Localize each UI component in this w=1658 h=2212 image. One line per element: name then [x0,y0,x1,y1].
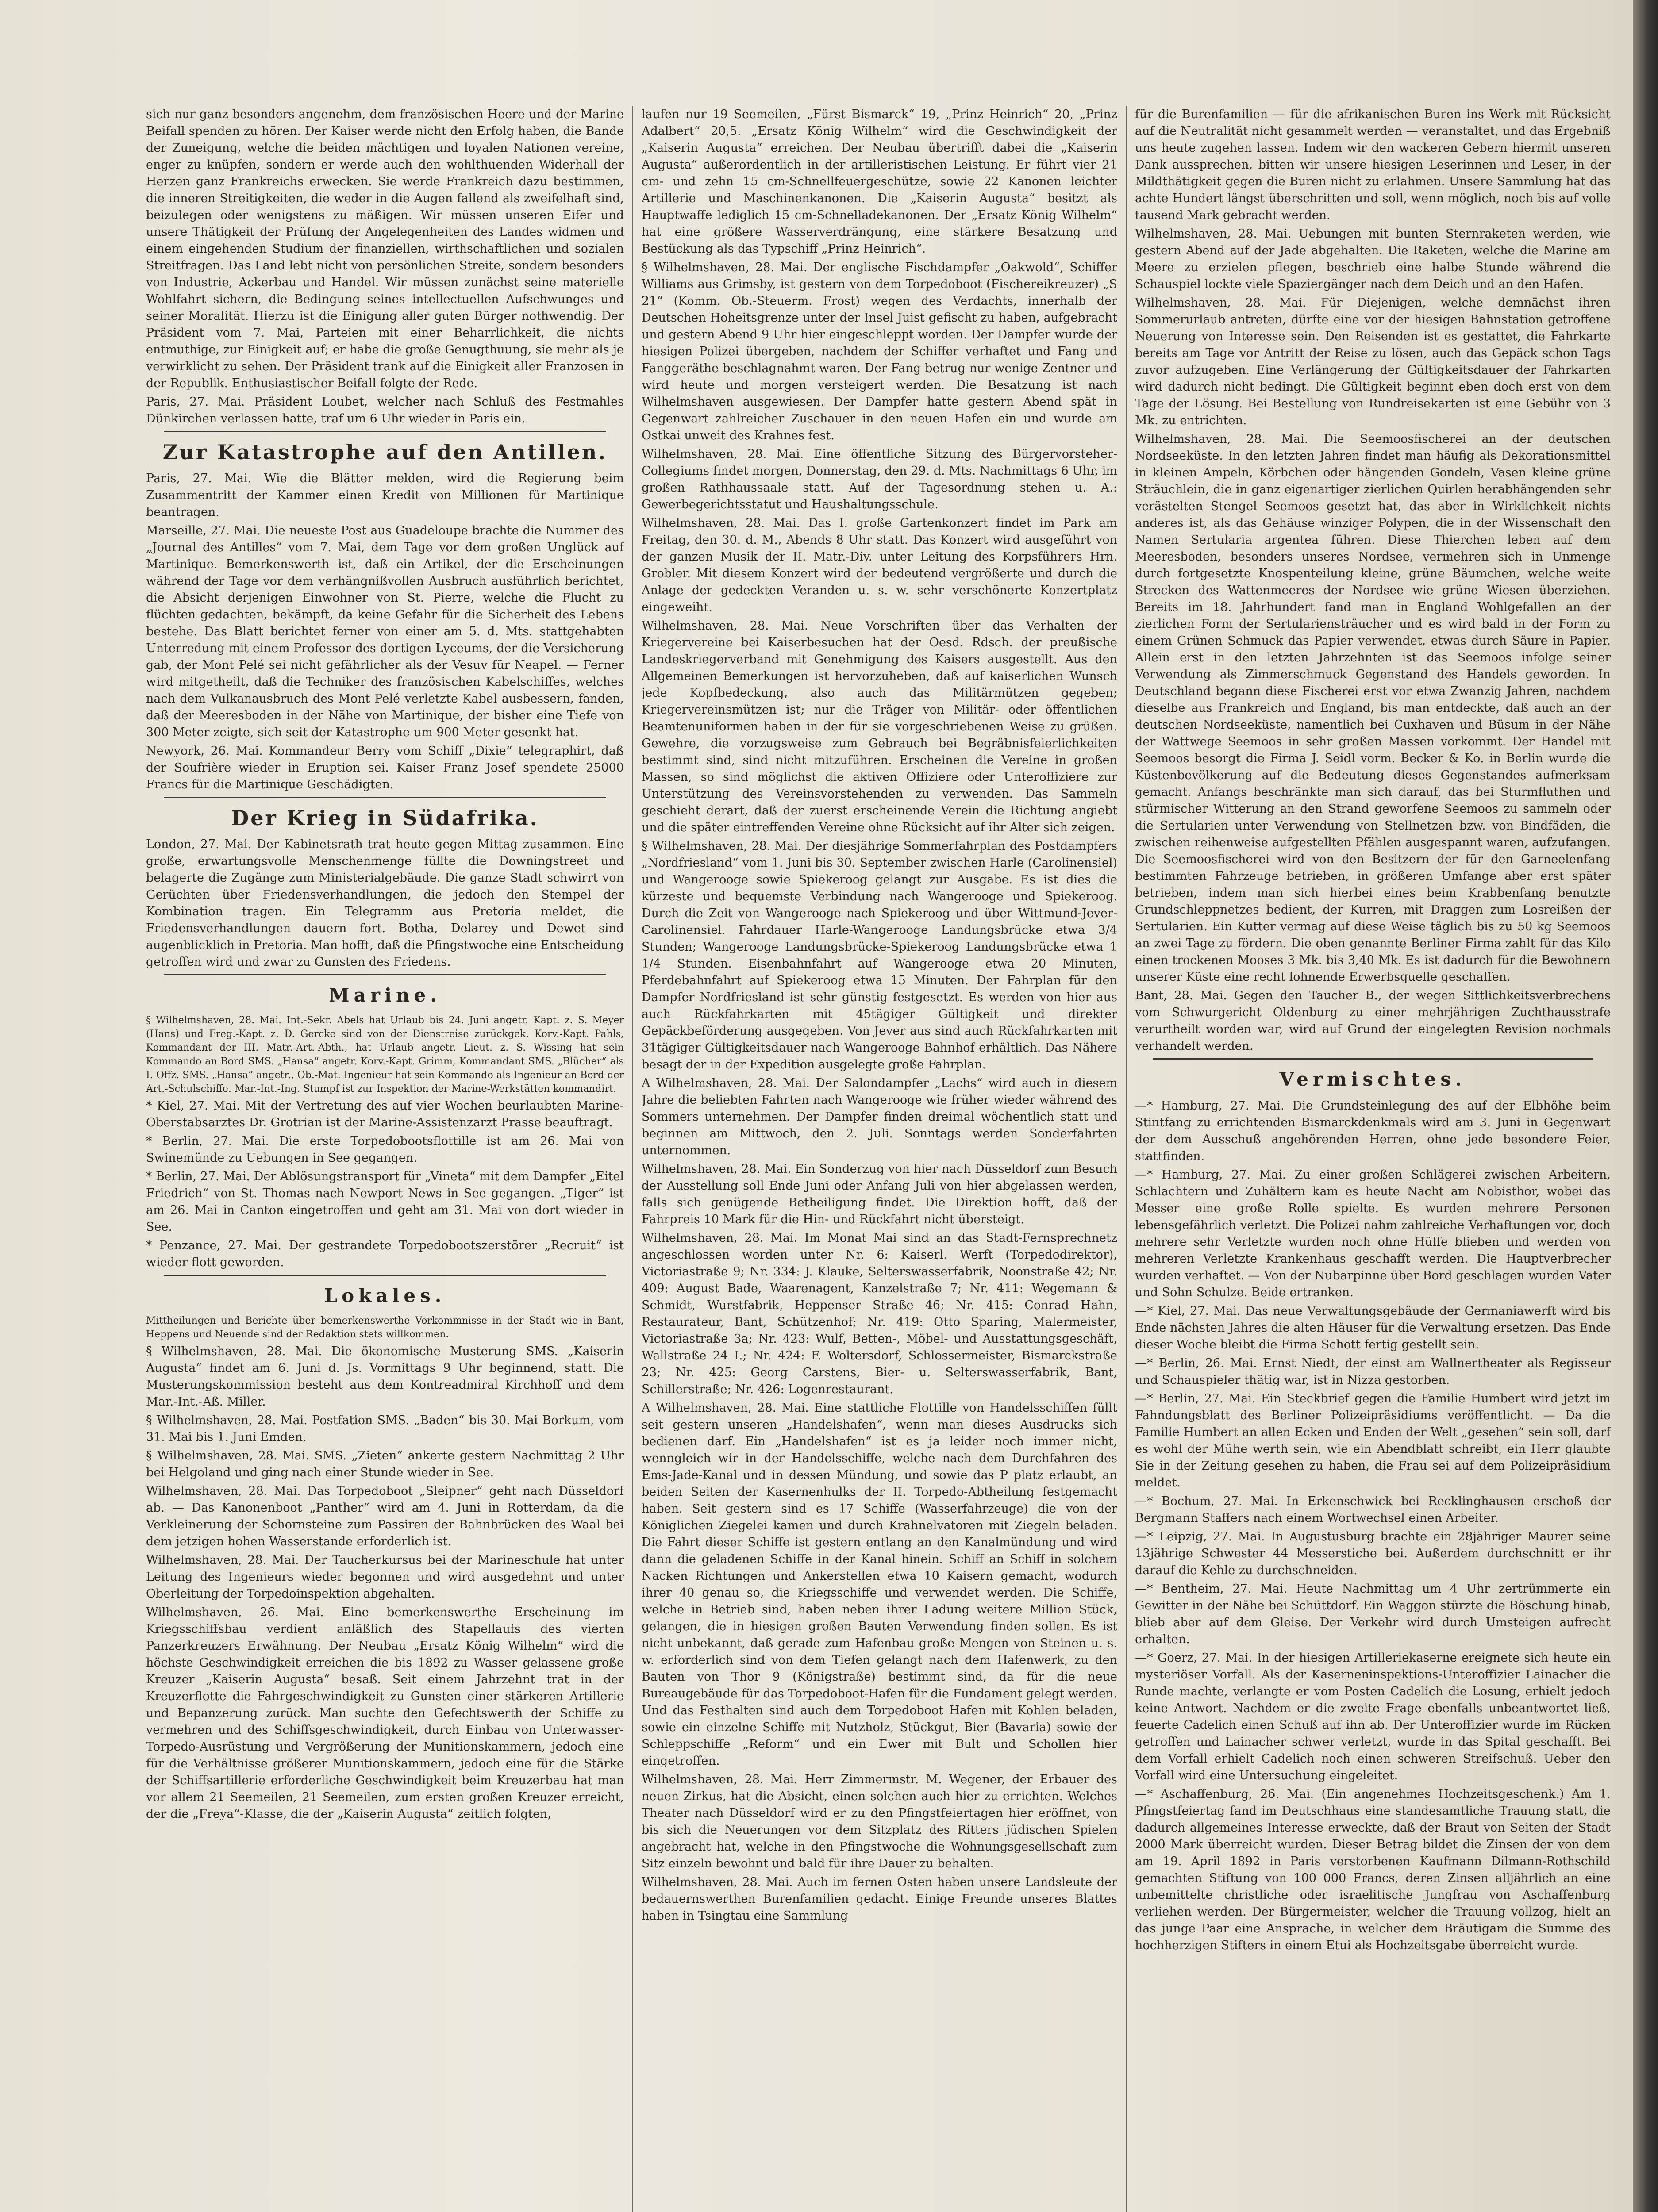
article-paragraph: § Wilhelmshaven, 28. Mai. Der diesjährige Sommerfahrplan des Postdampfers „Nordfriesland“ vom 1. Juni bis 30. September zwischen Harle (Carolinensiel) und Wangerooge sowie Spiekeroog gelangt zur Ausgabe. Es ist dies die kürzeste und bequemste Verbindung nach Wangerooge und Spiekeroog. Durch die Zeit von Wangerooge nach Spiekeroog und über Wittmund-Jever-Carolinensiel. Fahrdauer Harle-Wangerooge Landungsbrücke etwa 3/4 Stunden; Wangerooge Landungsbrücke-Spiekeroog Landungsbrücke etwa 1 1/4 Stunden. Eisenbahnfahrt auf Wangerooge etwa 20 Minuten, Pferdebahnfahrt auf Spiekeroog etwa 15 Minuten. Der Fahrplan für den Dampfer Nordfriesland ist sehr günstig festgesetzt. Es werden von hier aus auch Rückfahrkarten mit 45tägiger Gültigkeit und direkter Gepäckbeförderung ausgegeben. Von Jever aus sind auch Rückfahrkarten mit 31tägiger Gültigkeitsdauer nach Wangerooge Bahnhof erhältlich. Das Nähere besagt der in der Expedition ausgelegte große Fahrplan. [642,839,1117,1071]
section-heading: Zur Katastrophe auf den Antillen. [162,440,608,464]
article-paragraph: Wilhelmshaven, 28. Mai. Neue Vorschriften über das Verhalten der Kriegervereine bei Kaiserbesuchen hat der Oesd. Rdsch. der preußische Landeskriegerverband mit Genehmigung des Kaisers ausgestellt. Aus den Allgemeinen Bemerkungen ist hervorzuheben, daß auf kaiserlichen Wunsch jede Kopfbedeckung, also auch das Militärmützen gegeben; Kriegervereinsmützen ist; nur die Träger von Militär- oder öffentlichen Beamtenuniformen haben in der für sie vorgeschriebenen Weise zu grüßen. Gewehre, die vorzugsweise zum Gebrauch bei Begräbnisfeierlichkeiten bestimmt sind, sind nicht mitzuführen. Erscheinen die Vereine in großen Massen, so sind möglichst die aktiven Offiziere oder Unteroffiziere zur Unterstützung des Vereinsvorstehenden zu verwenden. Das Sammeln geschieht derart, daß der zuerst erscheinende Verein die Richtung angiebt und die später eintreffenden Vereine ohne Rücksicht auf ihr Alter sich zeigen. [642,619,1117,834]
article-paragraph: Wilhelmshaven, 28. Mai. Die Seemoosfischerei an der deutschen Nordseeküste. In den letzten Jahren findet man häufig als Dekorationsmittel in kleinen Ampeln, Körbchen oder hängenden Gondeln, Vasen kleine grüne Sträuchlein, die in ganz eigenartiger zierlichen Quirlen herabhängenden sehr verästelten Stengel Seemoos gesetzt hat, das aber in Wirklichkeit nichts anderes ist, als das Gehäuse winziger Polypen, die in der Wissenschaft den Namen Sertularia argentea führen. Diese Thierchen leben auf dem Meeresboden, besonders unseres Nordsee, vermehren sich in Unmenge durch fortgesetzte Knospenteilung kleine, grüne Bäumchen, welche weite Strecken des Wattenmeeres der Nordsee wie grüne Wiesen überziehen. Bereits im 18. Jahrhundert fand man in England Wohlgefallen an der zierlichen Form der Sertulariensträucher und es wird bald in der Form zu einem Grünen Schmuck das Papier verwendet, etwas durch Säure in Papier. Allein erst in den letzten Jahrzehnten ist das Seemoos infolge seiner Verwendung als Zimmerschmuck Gegenstand des Handels geworden. In Deutschland begann diese Fischerei erst vor etwa Zwanzig Jahren, nachdem dieselbe aus Frankreich und England, bis man entdeckte, daß auch an der deutschen Nordseeküste, namentlich bei Cuxhaven und Büsum in der Nähe der Wattwege Seemoos in sehr großen Massen vorkommt. Der Handel mit Seemoos besorgt die Firma J. Seidl vorm. Becker & Ko. in Berlin wurde die Küstenbevölkerung auf die Bedeutung dieses Gegenstandes aufmerksam gemacht. Anfangs beschränkte man sich darauf, das bei Sturmfluthen und stürmischer Witterung an den Strand geworfene Seemoos zu sammeln oder die Sertularien unter Verwendung von Stellnetzen bzw. von Bindfäden, die zwischen reihenweise aufgestellten Pfählen ausgespannt waren, aufzufangen. Die Seemoosfischerei wird von den Besitzern der für den Garneelenfang bestimmten Fahrzeuge betrieben, in größeren Umfange aber erst später betrieben, indem man sich hierbei eines beim Krabbenfang benutzte Grundschleppnetzes bedient, der Kurren, mit Draggen zum Losreißen der Sertularien. Ein Kutter vermag auf diese Weise täglich bis zu 50 kg Seemoos an zwei Tage zu fördern. Die oben genannte Berliner Firma zahlt für das Kilo einen trockenen Mooses 3 Mk. bis 3,40 Mk. Es ist dadurch für die Bewohnern unserer Küste eine recht lohnende Erwerbsquelle geschaffen. [1135,432,1611,984]
article-paragraph: Wilhelmshaven, 28. Mai. Eine öffentliche Sitzung des Bürgervorsteher-Collegiums findet morgen, Donnerstag, den 29. d. Mts. Nachmittags 6 Uhr, im großen Rathhaussaale statt. Auf der Tagesordnung stehen u. A.: Gewerbegerichtsstatut und Haushaltungsschule. [642,447,1117,511]
article-paragraph: * Kiel, 27. Mai. Mit der Vertretung des auf vier Wochen beurlaubten Marine-Oberstabsarztes Dr. Grotrian ist der Marine-Assistenzarzt Prasse beauftragt. [146,1099,624,1129]
book-binding-edge [1633,0,1658,2212]
article-paragraph: Mittheilungen und Berichte über bemerkenswerthe Vorkommnisse in der Stadt wie in Bant, Heppens und Neuende sind der Redaktion stets willkommen. [146,1315,624,1340]
article-paragraph: Newyork, 26. Mai. Kommandeur Berry vom Schiff „Dixie“ telegraphirt, daß der Soufrière wieder in Eruption sei. Kaiser Franz Josef spendete 25000 Francs für die Martinique Geschädigten. [146,744,624,791]
article-paragraph: Paris, 27. Mai. Präsident Loubet, welcher nach Schluß des Festmahles Dünkirchen verlassen hatte, traf um 6 Uhr wieder in Paris ein. [146,395,624,426]
article-paragraph: —* Goerz, 27. Mai. In der hiesigen Artilleriekaserne ereignete sich heute ein mysteriöser Vorfall. Als der Kaserneninspektions-Unteroffizier Lainacher die Runde machte, verlangte er vom Posten Cadelich die Losung, erhielt jedoch keine Antwort. Nachdem er die zweite Frage ebenfalls unbeantwortet ließ, feuerte Cadelich einen Schuß auf ihn ab. Der Unteroffizier wurde im Rücken getroffen und Lainacher schwer verletzt, wurde in das Spital geschafft. Bei dem Vorfall erhielt Cadelich noch einen schweren Streifschuß. Ueber den Vorfall wird eine Untersuchung eingeleitet. [1135,1651,1611,1782]
article-paragraph: —* Berlin, 27. Mai. Ein Steckbrief gegen die Familie Humbert wird jetzt im Fahndungsblatt des Berliner Polizeipräsidiums veröffentlicht. — Da die Familie Humbert an allen Ecken und Enden der Welt „gesehen“ sein soll, darf es wohl der Mühe werth sein, wie ein Abendblatt schreibt, ein Herr glaubte Sie in der Zeitung gesehen zu haben, die Frau sei auf dem Polizeipräsidium meldet. [1135,1392,1611,1490]
section-divider [164,431,606,432]
article-paragraph: Wilhelmshaven, 28. Mai. Für Diejenigen, welche demnächst ihren Sommerurlaub antreten, dürfte eine vor der hiesigen Bahnstation getroffene Neuerung von Interesse sein. Den Reisenden ist es gestattet, die Fahrkarte bereits am Tage vor Antritt der Reise zu lösen, auch das Gepäck schon Tags zuvor aufzugeben. Eine Verlängerung der Gültigkeitsdauer der Fahrkarten wird dadurch nicht bedingt. Die Gültigkeit beginnt eben doch erst von dem Tage der Lösung. Bei Bestellung von Rundreisekarten ist eine Gebühr von 3 Mk. zu entrichten. [1135,296,1611,427]
article-paragraph: für die Burenfamilien — für die afrikanischen Buren ins Werk mit Rücksicht auf die Neutralität nicht gesammelt werden — veranstaltet, und das Ergebniß uns heute zugehen lassen. Indem wir den wackeren Gebern hiermit unseren Dank aussprechen, bitten wir unsere hiesigen Leserinnen und Leser, in der Mildthätigkeit gegen die Buren nicht zu erlahmen. Unsere Sammlung hat das achte Hundert längst überschritten und soll, wenn möglich, noch bis auf volle tausend Mark gebracht werden. [1135,108,1611,222]
article-paragraph: —* Bochum, 27. Mai. In Erkenschwick bei Recklinghausen erschoß der Bergmann Staffers nach einem Wortwechsel einen Arbeiter. [1135,1494,1611,1525]
article-paragraph: Wilhelmshaven, 28. Mai. Das Torpedoboot „Sleipner“ geht nach Düsseldorf ab. — Das Kanonenboot „Panther“ wird am 4. Juni in Rotterdam, da die Verkleinerung der Schornsteine zum Passiren der Bahnbrücken des Waal bei dem jetzigen hohen Wasserstande erforderlich ist. [146,1484,624,1548]
section-divider [1153,1058,1593,1060]
article-paragraph: —* Hamburg, 27. Mai. Zu einer großen Schlägerei zwischen Arbeitern, Schlachtern und Zuhältern kam es heute Nacht am Nobisthor, wobei das Messer eine große Rolle spielte. Es wurden mehrere Personen lebensgefährlich verletzt. Die Polizei nahm zahlreiche Verhaftungen vor, doch mehrere sehr Verletzte wurden noch ohne Hülfe blieben und werden von mehreren Verletzte Krankenhaus geschafft werden. Die Hauptverbrecher wurden verhaftet. — Von der Nubarpinne über Bord geschlagen wurden Vater und Sohn Schulze. Beide ertranken. [1135,1168,1611,1299]
section-divider [164,974,606,975]
article-paragraph: —* Bentheim, 27. Mai. Heute Nachmittag um 4 Uhr zertrümmerte ein Gewitter in der Nähe bei Schüttdorf. Ein Waggon stürzte die Böschung hinab, blieb aber auf dem Gleise. Der Verkehr wird durch Umsteigen aufrecht erhalten. [1135,1582,1611,1646]
article-paragraph: —* Berlin, 26. Mai. Ernst Niedt, der einst am Wallnertheater als Regisseur und Schauspieler thätig war, ist in Nizza gestorben. [1135,1356,1611,1387]
article-paragraph: Wilhelmshaven, 28. Mai. Das I. große Gartenkonzert findet im Park am Freitag, den 30. d. M., Abends 8 Uhr statt. Das Konzert wird ausgeführt von der ganzen Musik der II. Matr.-Div. unter Leitung des Korpsführers Hrn. Grobler. Mit diesem Konzert wird der bedeutend vergrößerte und durch die Anlage der gedeckten Veranden u. s. w. sehr verschönerte Konzertplatz eingeweiht. [642,516,1117,614]
article-paragraph: Wilhelmshaven, 28. Mai. Auch im fernen Osten haben unsere Landsleute der bedauernswerthen Burenfamilien gedacht. Einige Freunde unseres Blattes haben in Tsingtau eine Sammlung [642,1875,1117,1923]
article-paragraph: Paris, 27. Mai. Wie die Blätter melden, wird die Regierung beim Zusammentritt der Kammer einen Kredit von Millionen für Martinique beantragen. [146,472,624,519]
article-paragraph: —* Leipzig, 27. Mai. In Augustusburg brachte ein 28jähriger Maurer seine 13jährige Schwester 44 Messerstiche bei. Außerdem durchschnitt er ihr darauf die Kehle zu durchschneiden. [1135,1530,1611,1577]
article-paragraph: * Berlin, 27. Mai. Der Ablösungstransport für „Vineta“ mit dem Dampfer „Eitel Friedrich“ von St. Thomas nach Newport News in See gegangen. „Tiger“ ist am 26. Mai in Canton eingetroffen und geht am 31. Mai von dort wieder in See. [146,1170,624,1234]
column-2 [642,106,1117,2212]
article-paragraph: * Penzance, 27. Mai. Der gestrandete Torpedobootszerstörer „Recruit“ ist wieder flott geworden. [146,1239,624,1269]
section-heading: Vermischtes. [1279,1068,1466,1090]
article-paragraph: Wilhelmshaven, 28. Mai. Ein Sonderzug von hier nach Düsseldorf zum Besuch der Ausstellung soll Ende Juni oder Anfang Juli von hier abgelassen werden, falls sich genügende Betheiligung findet. Die Direktion hofft, daß der Fahrpreis 10 Mark für die Hin- und Rückfahrt nicht übersteigt. [642,1162,1117,1226]
article-paragraph: Marseille, 27. Mai. Die neueste Post aus Guadeloupe brachte die Nummer des „Journal des Antilles“ vom 7. Mai, dem Tage vor dem großen Unglück auf Martinique. Bemerkenswerth ist, daß ein Artikel, der die Erscheinungen während der Tage vor dem verhängnißvollen Ausbruch ausführlich berichtet, die Absicht derjenigen Einwohner von St. Pierre, welche die Flucht zu flüchten gedachten, bekämpft, da keine Gefahr für die Sicherheit des Lebens bestehe. Das Blatt berichtet ferner von einer am 5. d. Mts. stattgehabten Unterredung mit einem Professor des dortigen Lyceums, der die Versicherung gab, der Mont Pelé sei nicht gefährlicher als der Vesuv für Neapel. — Ferner wird mitgetheilt, daß die Techniker des französischen Kabelschiffes, welches nach dem Vulkanausbruch des Mont Pelé verletzte Kabel ausbessern, fanden, daß der Meeresboden in der Nähe von Martinique, der bisher eine Tiefe von 300 Meter zeigte, sich seit der Katastrophe um 900 Meter gesenkt hat. [146,524,624,739]
article-paragraph: Wilhelmshaven, 28. Mai. Der Taucherkursus bei der Marineschule hat unter Leitung des Ingenieurs wieder begonnen und wird ausgedehnt und unter Oberleitung der Torpedoinspektion abgehalten. [146,1553,624,1601]
section-heading: Marine. [329,984,441,1006]
section-heading: Der Krieg in Südafrika. [231,806,539,830]
article-paragraph: * Berlin, 27. Mai. Die erste Torpedobootsflottille ist am 26. Mai von Swinemünde zu Uebungen in See gegangen. [146,1134,624,1165]
article-paragraph: laufen nur 19 Seemeilen, „Fürst Bismarck“ 19, „Prinz Heinrich“ 20, „Prinz Adalbert“ 20,5. „Ersatz König Wilhelm“ wird die Geschwindigkeit der „Kaiserin Augusta“ erreichen. Der Neubau übertrifft dabei die „Kaiserin Augusta“ außerordentlich in der artilleristischen Leistung. Er führt vier 21 cm- und zehn 15 cm-Schnellfeuergeschütze, sowie 22 Kanonen leichter Artillerie und Maschinenkanonen. Die „Kaiserin Augusta“ besitzt als Hauptwaffe lediglich 15 cm-Schnelladekanonen. Der „Ersatz König Wilhelm“ hat eine größere Wasserverdrängung, eine stärkere Besatzung und Bestückung als das Typschiff „Prinz Heinrich“. [642,108,1117,256]
article-paragraph: Wilhelmshaven, 28. Mai. Herr Zimmermstr. M. Wegener, der Erbauer des neuen Zirkus, hat die Absicht, einen solchen auch hier zu errichten. Welches Theater nach Düsseldorf wird er zu den Pfingstfeiertagen hier eröffnet, von bis sich die Neuerungen vor dem Sitzplatz des Ritters jüdischen Spielen angebracht hat, welche in den Pfingstwoche die Wohnungsgesellschaft zum Sitz einzeln bewohnt und bald für ihre Dauer zu behalten. [642,1773,1117,1870]
column-rule [1126,106,1127,2212]
column-3 [1135,106,1611,2212]
article-paragraph: § Wilhelmshaven, 28. Mai. SMS. „Zieten“ ankerte gestern Nachmittag 2 Uhr bei Helgoland und ging nach einer Stunde wieder in See. [146,1449,624,1479]
article-paragraph: § Wilhelmshaven, 28. Mai. Postfation SMS. „Baden“ bis 30. Mai Borkum, vom 31. Mai bis 1. Juni Emden. [146,1413,624,1444]
article-paragraph: —* Kiel, 27. Mai. Das neue Verwaltungsgebäude der Germaniawerft wird bis Ende nächsten Jahres die alten Häuser für die Verwaltung ersetzen. Das Ende dieser Woche bleibt die Firma Schott fertig gestellt sein. [1135,1304,1611,1352]
article-paragraph: —* Aschaffenburg, 26. Mai. (Ein angenehmes Hochzeitsgeschenk.) Am 1. Pfingstfeiertag fand im Deutschhaus eine standesamtliche Trauung statt, die dadurch allgemeines Interesse erweckte, daß der Braut von Seiten der Stadt 2000 Mark überreicht wurden. Dieser Betrag bildet die Zinsen der von dem am 19. April 1892 in Paris verstorbenen Kaufmann Dilmann-Rothschild gemachten Stiftung von 100 000 Francs, deren Zinsen alljährlich an eine unbemittelte christliche oder israelitische Jungfrau von Aschaffenburg verliehen werden. Der Bürgermeister, welcher die Trauung vollzog, hielt an das junge Paar eine Ansprache, in welcher dem Bräutigam die Summe des hochherzigen Stifters in einem Etui als Hochzeitsgabe überreicht wurde. [1135,1787,1611,1952]
article-paragraph: Wilhelmshaven, 28. Mai. Im Monat Mai sind an das Stadt-Fernsprechnetz angeschlossen worden unter Nr. 6: Kaiserl. Werft (Torpedodirektor), Victoriastraße 9; Nr. 334: J. Klauke, Selterswasserfabrik, Noonstraße 42; Nr. 409: August Bade, Waarenagent, Kanzelstraße 7; Nr. 411: Wegemann & Schmidt, Wurstfabrik, Heppenser Straße 46; Nr. 415: Conrad Hahn, Restaurateur, Bant, Schützenhof; Nr. 419: Otto Sparing, Malermeister, Victoriastraße 3a; Nr. 423: Wulf, Betten-, Möbel- und Ausstattungsgeschäft, Wallstraße 24 I.; Nr. 424: F. Woltersdorf, Schlossermeister, Bismarckstraße 23; Nr. 425: Georg Carstens, Bier- u. Selterswasserfabrik, Bant, Schillerstraße; Nr. 426: Logenrestaurant. [642,1231,1117,1396]
article-paragraph: § Wilhelmshaven, 28. Mai. Die ökonomische Musterung SMS. „Kaiserin Augusta“ findet am 6. Juni d. Js. Vormittags 9 Uhr beginnend, statt. Die Musterungskommission besteht aus dem Kontreadmiral Kirchhoff und dem Mar.-Int.-Aß. Miller. [146,1344,624,1409]
article-paragraph: § Wilhelmshaven, 28. Mai. Der englische Fischdampfer „Oakwold“, Schiffer Williams aus Grimsby, ist gestern von dem Torpedoboot (Fischereikreuzer) „S 21“ (Komm. Ob.-Steuerm. Frost) wegen des Verdachts, innerhalb der Deutschen Hoheitsgrenze unter der Insel Juist gefischt zu haben, aufgebracht und gestern Abend 9 Uhr hier eingeschleppt worden. Der Dampfer wurde der hiesigen Polizei übergeben, nachdem der Schiffer verhaftet und Fang und Fanggeräthe beschlagnahmt waren. Der Fang betrug nur wenige Zentner und wird heute und morgen versteigert werden. Die Besatzung ist nach Wilhelmshaven ausgewiesen. Der Dampfer hatte gestern Abend spät in Gegenwart zahlreicher Zuschauer in den neuen Hafen ein und wurde am Ostkai unweit des Krahnes fest. [642,261,1117,442]
page-columns [146,106,1611,2212]
column-1 [146,106,624,2212]
column-rule [632,106,633,2212]
article-paragraph: A Wilhelmshaven, 28. Mai. Eine stattliche Flottille von Handelsschiffen füllt seit gestern unseren „Handelshafen“, wenn man dieses Ausdrucks sich bedienen darf. Ein „Handelshafen“ ist es ja leider noch immer nicht, wenngleich wir in der Handelsschiffe, welche nach dem Durchfahren des Ems-Jade-Kanal und in dessen Mündung, und sowie das P platz erlaubt, an beiden Seiten der Kasernenhulks der II. Torpedo-Abtheilung festgemacht haben. Seit gestern sind es 17 Schiffe (Wasserfahrzeuge) die von der Königlichen Ziegelei kamen und durch Krahnelvatoren mit Ziegeln beladen. Die Fahrt dieser Schiffe ist gestern entlang an den Kanalmündung und wird dann die geladenen Schiffe in der Kanal hinein. Schiff an Schiff in solchem Nacken Richtungen und Ankerstellen etwa 10 Kaisern gemacht, wodurch ihrer 40 genau so, die Kriegsschiffe und verwendet werden. Die Schiffe, welche in Betrieb sind, haben neben ihrer Ladung weitere Million Stück, gelangen, die in hiesigen großen Bauten Verwendung finden sollen. Es ist nicht unbekannt, daß gerade zum Hafenbau große Mengen von Steinen u. s. w. erforderlich sind von dem Tiefen gelangt nach dem Hafenwerk, zu den Bauten von Thor 9 (Königstraße) bestimmt sind, da für die neue Bureaugebäude für das Torpedoboot-Hafen für die Fundament gelegt werden. Und das Festhalten sind auch dem Torpedoboot Hafen mit Kohlen beladen, sowie ein einzelne Schiffe mit Nutzholz, Stückgut, Bier (Bavaria) sowie der Schleppschiffe „Reform“ und ein Ewer mit Bult und Schollen hier eingetroffen. [642,1401,1117,1768]
article-paragraph: Wilhelmshaven, 28. Mai. Uebungen mit bunten Sternraketen werden, wie gestern Abend auf der Jade abgehalten. Die Raketen, welche die Marine am Meere zu erzielen pflegen, beschrieb eine halbe Stunde während die Schauspiel lockte viele Spaziergänger nach dem Deich und an den Hafen. [1135,227,1611,291]
article-paragraph: § Wilhelmshaven, 28. Mai. Int.-Sekr. Abels hat Urlaub bis 24. Juni angetr. Kapt. z. S. Meyer (Hans) und Freg.-Kapt. z. D. Gercke sind von der Dienstreise zurückgek. Korv.-Kapt. Pahls, Kommandant der III. Matr.-Art.-Abth., hat Urlaub angetr. Lieut. z. S. Wissing hat sein Kommando an Bord SMS. „Hansa“ angetr. Korv.-Kapt. Grimm, Kommandant SMS. „Blücher“ als I. Offz. SMS. „Hansa“ angetr., Ob.-Mat. Ingenieur hat sein Kommando als Ingenieur an Bord der Art.-Schulschiffe. Mar.-Int.-Ing. Stumpf ist zur Inspektion der Marine-Werkstätten kommandirt. [146,1015,624,1094]
article-paragraph: —* Hamburg, 27. Mai. Die Grundsteinlegung des auf der Elbhöhe beim Stintfang zu errichtenden Bismarckdenkmals wird am 3. Juni in Gegenwart der dem Ausschuß angehörenden Herren, ohne jede besondere Feier, stattfinden. [1135,1099,1611,1163]
article-paragraph: London, 27. Mai. Der Kabinetsrath trat heute gegen Mittag zusammen. Eine große, erwartungsvolle Menschenmenge füllte die Downingstreet und belagerte die Zugänge zum Ministerialgebäude. Die ganze Stadt schwirrt von Gerüchten über Friedensverhandlungen, die jedoch den Stempel der Kombination tragen. Ein Telegramm aus Pretoria meldet, die Friedensverhandlungen dauern fort. Botha, Delarey und Dewet sind augenblicklich in Pretoria. Man hofft, daß die Pfingstwoche eine Entscheidung getroffen wird und zwar zu Gunsten des Friedens. [146,837,624,969]
article-paragraph: A Wilhelmshaven, 28. Mai. Der Salondampfer „Lachs“ wird auch in diesem Jahre die beliebten Fahrten nach Wangerooge wie früher wieder während des Sommers unternehmen. Der Dampfer finden dreimal wöchentlich statt und beginnen am Mittwoch, den 2. Juli. Sonntags werden Sonderfahrten unternommen. [642,1076,1117,1157]
section-divider [164,797,606,798]
article-paragraph: Wilhelmshaven, 26. Mai. Eine bemerkenswerthe Erscheinung im Kriegsschiffsbau verdient anläßlich des Stapellaufs des vierten Panzerkreuzers Erwähnung. Der Neubau „Ersatz König Wilhelm“ wird die höchste Geschwindigkeit erreichen die bis 1892 zu Wasser gelassene große Kreuzer „Kaiserin Augusta“ besaß. Seit einem Jahrzehnt trat in der Kreuzerflotte die Fahrgeschwindigkeit zu Gunsten einer stärkeren Artillerie und Bepanzerung zurück. Man suchte den Gefechtswerth der Schiffe zu vermehren und des Schiffsgeschwindigkeit, durch Einbau von Unterwasser-Torpedo-Ausrüstung und Vergrößerung der Munitionskammern, jedoch eine für die Verhältnisse größerer Munitionskammern, jedoch eine für die Stärke der Schiffsartillerie erforderliche Geschwindigkeit beim Kreuzerbau hat man vor allem 21 Seemeilen, 21 Seemeilen, zum ersten großen Kreuzer erreicht, der die „Freya“-Klasse, die der „Kaiserin Augusta“ zeitlich folgten, [146,1605,624,1821]
article-paragraph: Bant, 28. Mai. Gegen den Taucher B., der wegen Sittlichkeitsverbrechens vom Schwurgericht Oldenburg zu einer mehrjährigen Zuchthausstrafe verurtheilt worden war, wird auf Grund der eingelegten Revision nochmals verhandelt werden. [1135,989,1611,1053]
article-paragraph: sich nur ganz besonders angenehm, dem französischen Heere und der Marine Beifall spenden zu hören. Der Kaiser werde nicht den Erfolg haben, die Bande der Zuneigung, welche die beiden mächtigen und loyalen Nationen vereine, enger zu knüpfen, sondern er werde auch den wohlthuenden Widerhall der Herzen ganz Frankreichs erwecken. Sie werde Frankreich dazu bestimmen, die inneren Streitigkeiten, die weder in die Augen fallend als zweifelhaft sind, beizulegen oder wenigstens zu mäßigen. Wir müssen unseren Eifer und unsere Thätigkeit der Prüfung der Angelegenheiten des Landes widmen und einem eingehenden Studium der finanziellen, wirthschaftlichen und sozialen Streitfragen. Das Land lebt nicht von persönlichen Streite, sondern besonders von Industrie, Ackerbau und Handel. Wir müssen zunächst seine materielle Wohlfahrt sichern, die Bedingung seines intellectuellen Aufschwunges und seiner Moralität. Hierzu ist die Einigung aller guten Bürger nothwendig. Der Präsident vom 7. Mai, Parteien mit einer Beharrlichkeit, die nichts entmuthige, zur Einigkeit auf; er habe die große Genugthuung, sie mehr als je verwirklicht zu sehen. Der Präsident trank auf die Einigkeit aller Franzosen in der Republik. Enthusiastischer Beifall folgte der Rede. [146,108,624,390]
section-heading: Lokales. [324,1285,446,1306]
section-divider [164,1275,606,1276]
